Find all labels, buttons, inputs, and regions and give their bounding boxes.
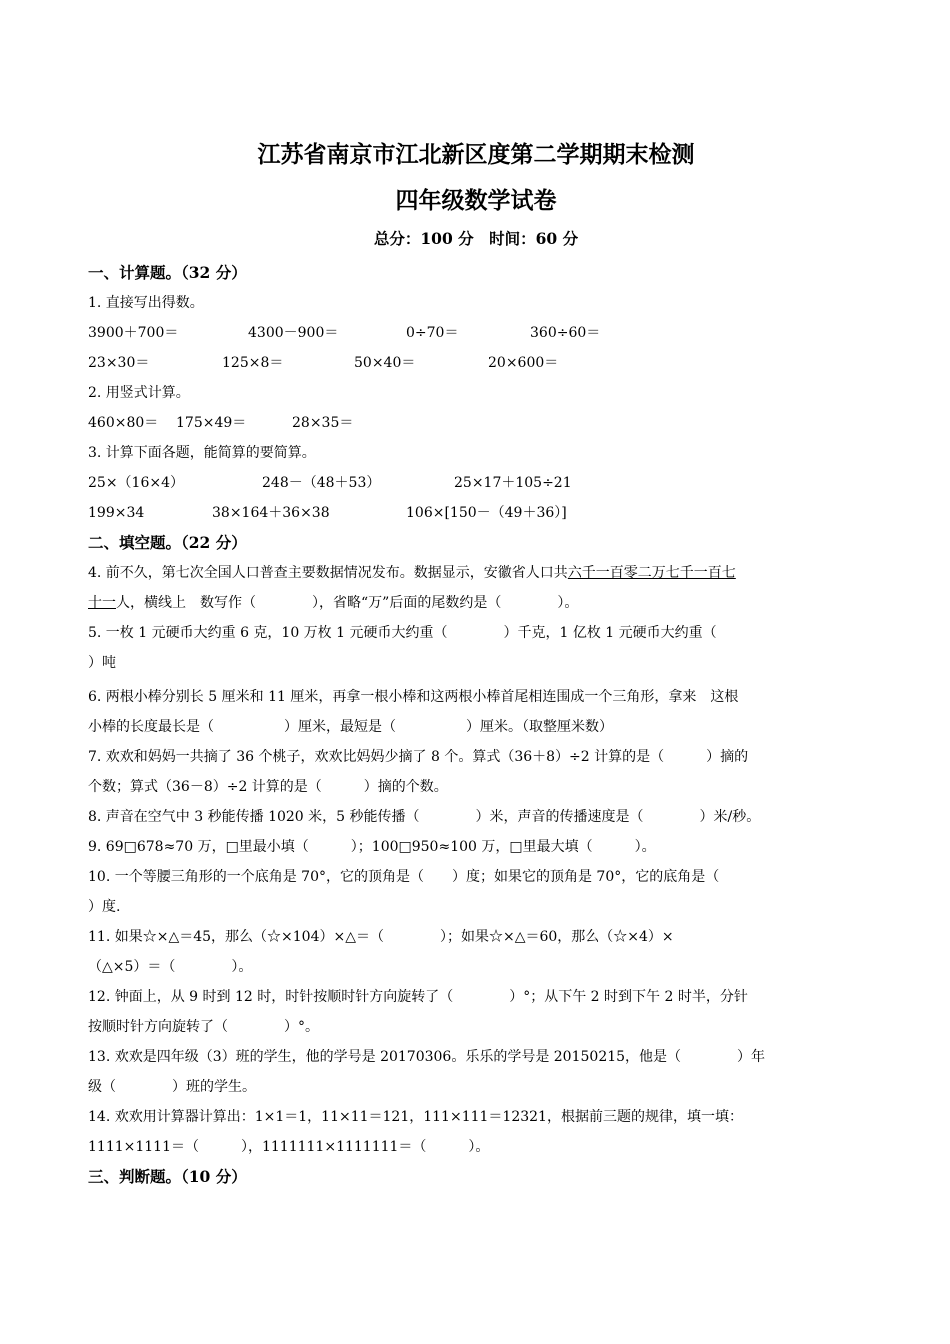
calc-item: 23×30＝ bbox=[88, 355, 150, 371]
calc-row-5 bbox=[88, 498, 864, 528]
calc-item: 125×8＝ bbox=[222, 355, 284, 371]
calc-item: 28×35＝ bbox=[292, 415, 354, 431]
question-10-cont: ）度. bbox=[88, 899, 121, 915]
question-2: 2. 用竖式计算。 bbox=[88, 385, 190, 401]
calc-item: 20×600＝ bbox=[488, 355, 559, 371]
question-12: 12. 钟面上，从 9 时到 12 时，时针按顺时针方向旋转了（ ）°；从下午 2 时到下午 2 时半，分针 bbox=[88, 989, 748, 1005]
question-1: 1. 直接写出得数。 bbox=[88, 295, 204, 311]
question-6: 6. 两根小棒分别长 5 厘米和 11 厘米，再拿一根小棒和这两根小棒首尾相连围成一个三角形，拿来 这根 bbox=[88, 689, 739, 705]
exam-subtitle: 四年级数学试卷 bbox=[395, 187, 557, 214]
question-11-cont: （△×5）＝（ ）。 bbox=[88, 959, 253, 975]
calc-item: 4300－900＝ bbox=[248, 325, 339, 341]
question-14-cont: 1111×1111＝（ ），1111111×1111111＝（ ）。 bbox=[88, 1139, 490, 1155]
question-12-cont: 按顺时针方向旋转了（ ）°。 bbox=[88, 1019, 319, 1035]
question-4 bbox=[88, 558, 864, 618]
exam-meta: 总分：100 分 时间：60 分 bbox=[373, 229, 579, 248]
section-heading-calculation: 一、计算题。（32 分） bbox=[88, 263, 247, 282]
question-3: 3. 计算下面各题，能简算的要简算。 bbox=[88, 445, 316, 461]
calc-item: 360÷60＝ bbox=[530, 325, 601, 341]
calc-item: 175×49＝ bbox=[176, 415, 247, 431]
question-5-cont: ）吨 bbox=[88, 655, 116, 671]
question-4-text: 人，横线上 数写作（ ），省略“万”后面的尾数约是（ ）。 bbox=[116, 595, 579, 611]
exam-title: 江苏省南京市江北新区度第二学期期末检测 bbox=[257, 141, 695, 168]
calc-item: 25×（16×4） bbox=[88, 475, 184, 491]
underlined-number-words: 十一 bbox=[88, 595, 116, 611]
question-14: 14. 欢欢用计算器计算出：1×1＝1，11×11＝121，111×111＝12321，根据前三题的规律，填一填： bbox=[88, 1109, 743, 1125]
question-13: 13. 欢欢是四年级（3）班的学生，他的学号是 20170306。乐乐的学号是 20150215，他是（ ）年 bbox=[88, 1049, 766, 1065]
calc-row-1 bbox=[88, 318, 864, 348]
question-9: 9. 69□678≈70 万，□里最小填（ ）；100□950≈100 万，□里最大填（ ）。 bbox=[88, 839, 656, 855]
question-8: 8. 声音在空气中 3 秒能传播 1020 米，5 秒能传播（ ）米，声音的传播速度是（ ）米/秒。 bbox=[88, 809, 761, 825]
underlined-number-words: 六千一百零二万七千一百七 bbox=[567, 565, 736, 581]
calc-item: 25×17＋105÷21 bbox=[454, 475, 572, 491]
calc-item: 248－（48＋53） bbox=[262, 475, 381, 491]
question-4-text: 4. 前不久，第七次全国人口普查主要数据情况发布。数据显示，安徽省人口共 bbox=[88, 565, 568, 581]
calc-item: 50×40＝ bbox=[354, 355, 416, 371]
question-13-cont: 级（ ）班的学生。 bbox=[88, 1079, 256, 1095]
section-heading-true-false: 三、判断题。（10 分） bbox=[88, 1167, 247, 1186]
calc-item: 106×[150－（49＋36）] bbox=[406, 505, 567, 521]
calc-item: 38×164＋36×38 bbox=[212, 505, 330, 521]
question-7: 7. 欢欢和妈妈一共摘了 36 个桃子，欢欢比妈妈少摘了 8 个。算式（36＋8）÷2 计算的是（ ）摘的 bbox=[88, 749, 749, 765]
calc-row-3 bbox=[88, 408, 864, 438]
section-heading-fill-blank: 二、填空题。（22 分） bbox=[88, 533, 247, 552]
calc-item: 3900＋700＝ bbox=[88, 325, 179, 341]
exam-page bbox=[88, 140, 864, 1188]
calc-row-2 bbox=[88, 348, 864, 378]
calc-item: 460×80＝ bbox=[88, 415, 159, 431]
question-11: 11. 如果☆×△＝45，那么（☆×104）×△＝（ ）；如果☆×△＝60，那么（☆×4）× bbox=[88, 929, 674, 945]
calc-item: 199×34 bbox=[88, 505, 145, 521]
question-7-cont: 个数；算式（36－8）÷2 计算的是（ ）摘的个数。 bbox=[88, 779, 448, 795]
question-10: 10. 一个等腰三角形的一个底角是 70°，它的顶角是（ ）度；如果它的顶角是 70°，它的底角是（ bbox=[88, 869, 720, 885]
calc-row-4 bbox=[88, 468, 864, 498]
question-5: 5. 一枚 1 元硬币大约重 6 克，10 万枚 1 元硬币大约重（ ）千克，1 亿枚 1 元硬币大约重（ bbox=[88, 625, 717, 641]
question-6-cont: 小棒的长度最长是（ ）厘米，最短是（ ）厘米。（取整厘米数） bbox=[88, 719, 613, 735]
calc-item: 0÷70＝ bbox=[406, 325, 459, 341]
